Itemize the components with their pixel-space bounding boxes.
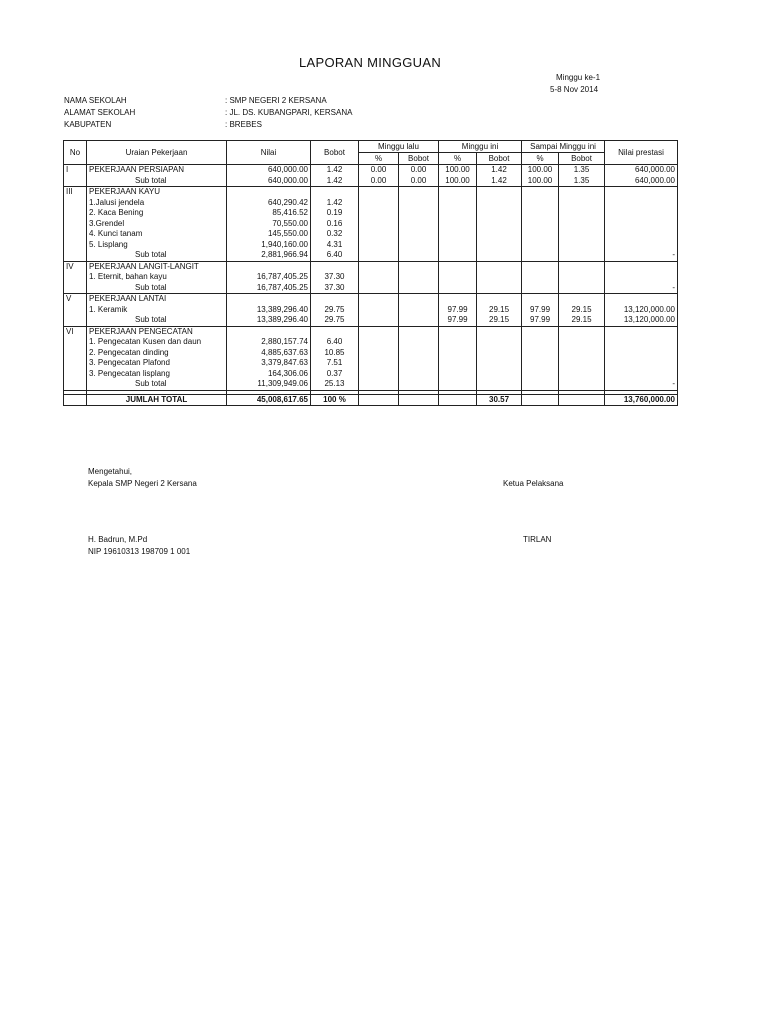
cell-ml-pct: 0.00: [359, 165, 399, 176]
cell-prestasi: [605, 272, 678, 283]
cell-ml-pct: [359, 294, 399, 305]
ketua-title: Ketua Pelaksana: [503, 479, 564, 488]
cell-ml-bobot: 0.00: [399, 176, 439, 187]
cell-uraian: 5. Lisplang: [87, 240, 227, 251]
cell-prestasi: [605, 294, 678, 305]
cell-mi-pct: [439, 294, 477, 305]
cell-nilai: 3,379,847.63: [227, 358, 311, 369]
header-sampai-minggu-ini: Sampai Minggu ini: [522, 141, 605, 153]
total-empty-cell: [359, 394, 399, 406]
cell-nilai: 70,550.00: [227, 219, 311, 230]
cell-no: [64, 348, 87, 359]
kepala-name: H. Badrun, M.Pd: [88, 535, 148, 544]
cell-mi-bobot: [477, 198, 522, 209]
cell-sm-pct: [522, 272, 559, 283]
cell-sm-pct: 97.99: [522, 305, 559, 316]
cell-no: [64, 272, 87, 283]
cell-no: [64, 358, 87, 369]
cell-sm-pct: [522, 250, 559, 261]
cell-sm-pct: [522, 240, 559, 251]
info-label-address: ALAMAT SEKOLAH: [64, 108, 136, 117]
cell-ml-bobot: [399, 198, 439, 209]
cell-sm-bobot: [559, 358, 605, 369]
cell-nilai: 2,880,157.74: [227, 337, 311, 348]
cell-ml-bobot: [399, 250, 439, 261]
cell-bobot: 7.51: [311, 358, 359, 369]
cell-sm-bobot: [559, 294, 605, 305]
cell-uraian: Sub total: [87, 315, 227, 326]
cell-mi-bobot: [477, 358, 522, 369]
cell-no: [64, 315, 87, 326]
cell-ml-pct: [359, 272, 399, 283]
cell-no: [64, 176, 87, 187]
cell-nilai: 145,550.00: [227, 229, 311, 240]
cell-sm-pct: 100.00: [522, 165, 559, 176]
total-label: JUMLAH TOTAL: [87, 394, 227, 406]
cell-sm-bobot: [559, 348, 605, 359]
cell-ml-bobot: [399, 305, 439, 316]
cell-no: I: [64, 165, 87, 176]
cell-bobot: 0.19: [311, 208, 359, 219]
cell-ml-bobot: [399, 208, 439, 219]
cell-sm-bobot: 29.15: [559, 315, 605, 326]
cell-nilai: [227, 187, 311, 198]
total-prestasi: 13,760,000.00: [605, 394, 678, 406]
cell-mi-bobot: [477, 219, 522, 230]
cell-sm-pct: [522, 219, 559, 230]
cell-nilai: 164,306.06: [227, 369, 311, 380]
table-row: [64, 305, 678, 316]
cell-prestasi: 640,000.00: [605, 165, 678, 176]
cell-bobot: 1.42: [311, 165, 359, 176]
cell-ml-pct: [359, 326, 399, 337]
cell-sm-bobot: 29.15: [559, 305, 605, 316]
table-row: [64, 187, 678, 198]
header-mi-bobot: Bobot: [477, 153, 522, 165]
cell-no: [64, 379, 87, 390]
cell-prestasi: -: [605, 250, 678, 261]
cell-no: [64, 229, 87, 240]
cell-mi-pct: 100.00: [439, 165, 477, 176]
cell-nilai: 13,389,296.40: [227, 315, 311, 326]
cell-sm-pct: [522, 208, 559, 219]
total-empty-cell: [522, 394, 559, 406]
cell-bobot: 37.30: [311, 272, 359, 283]
table-row: [64, 165, 678, 176]
cell-mi-pct: [439, 219, 477, 230]
cell-mi-pct: [439, 240, 477, 251]
cell-sm-pct: [522, 229, 559, 240]
kepala-title: Kepala SMP Negeri 2 Kersana: [88, 479, 197, 488]
cell-nilai: 2,881,966.94: [227, 250, 311, 261]
cell-no: [64, 208, 87, 219]
table-row: [64, 208, 678, 219]
cell-ml-bobot: [399, 294, 439, 305]
header-nilai-prestasi: Nilai prestasi: [605, 141, 678, 165]
table-row: [64, 229, 678, 240]
cell-ml-bobot: [399, 219, 439, 230]
cell-mi-bobot: [477, 283, 522, 294]
cell-uraian: PEKERJAAN KAYU: [87, 187, 227, 198]
cell-prestasi: [605, 240, 678, 251]
cell-ml-bobot: [399, 229, 439, 240]
cell-nilai: 640,290.42: [227, 198, 311, 209]
table-row: [64, 379, 678, 390]
cell-ml-pct: 0.00: [359, 176, 399, 187]
cell-sm-pct: [522, 379, 559, 390]
cell-nilai: 85,416.52: [227, 208, 311, 219]
cell-uraian: Sub total: [87, 176, 227, 187]
cell-no: [64, 219, 87, 230]
cell-mi-pct: [439, 229, 477, 240]
info-value-school: : SMP NEGERI 2 KERSANA: [225, 96, 327, 105]
cell-bobot: 1.42: [311, 176, 359, 187]
cell-mi-bobot: [477, 348, 522, 359]
cell-bobot: [311, 187, 359, 198]
cell-nilai: 16,787,405.25: [227, 283, 311, 294]
cell-prestasi: -: [605, 283, 678, 294]
cell-uraian: Sub total: [87, 283, 227, 294]
cell-ml-pct: [359, 283, 399, 294]
cell-no: [64, 369, 87, 380]
table-row: [64, 294, 678, 305]
cell-sm-bobot: [559, 208, 605, 219]
cell-sm-bobot: [559, 229, 605, 240]
kepala-nip: NIP 19610313 198709 1 001: [88, 547, 191, 556]
total-empty-cell: [439, 394, 477, 406]
cell-ml-bobot: 0.00: [399, 165, 439, 176]
cell-no: IV: [64, 261, 87, 272]
cell-mi-bobot: 1.42: [477, 165, 522, 176]
cell-sm-pct: [522, 337, 559, 348]
table-row: [64, 272, 678, 283]
cell-uraian: 2. Kaca Bening: [87, 208, 227, 219]
cell-no: [64, 240, 87, 251]
cell-uraian: 1.Jalusi jendela: [87, 198, 227, 209]
total-empty-cell: [64, 394, 87, 406]
cell-sm-bobot: [559, 187, 605, 198]
cell-uraian: PEKERJAAN PERSIAPAN: [87, 165, 227, 176]
cell-bobot: 0.37: [311, 369, 359, 380]
cell-sm-bobot: [559, 219, 605, 230]
cell-uraian: Sub total: [87, 379, 227, 390]
cell-sm-bobot: [559, 272, 605, 283]
total-empty-cell: [559, 394, 605, 406]
cell-sm-pct: [522, 369, 559, 380]
cell-ml-pct: [359, 358, 399, 369]
cell-sm-pct: [522, 283, 559, 294]
cell-no: [64, 250, 87, 261]
cell-bobot: 6.40: [311, 250, 359, 261]
cell-uraian: 3. Pengecatan Plafond: [87, 358, 227, 369]
info-label-regency: KABUPATEN: [64, 120, 112, 129]
cell-mi-bobot: 1.42: [477, 176, 522, 187]
cell-mi-pct: 100.00: [439, 176, 477, 187]
table-row: [64, 261, 678, 272]
cell-bobot: 0.32: [311, 229, 359, 240]
report-title: LAPORAN MINGGUAN: [298, 55, 442, 70]
cell-no: [64, 305, 87, 316]
cell-ml-bobot: [399, 261, 439, 272]
cell-ml-bobot: [399, 358, 439, 369]
header-minggu-lalu: Minggu lalu: [359, 141, 439, 153]
cell-bobot: 29.75: [311, 305, 359, 316]
cell-uraian: PEKERJAAN PENGECATAN: [87, 326, 227, 337]
cell-mi-bobot: [477, 379, 522, 390]
total-nilai: 45,008,617.65: [227, 394, 311, 406]
cell-mi-bobot: 29.15: [477, 315, 522, 326]
week-label: Minggu ke-1: [556, 73, 601, 82]
cell-ml-pct: [359, 250, 399, 261]
cell-sm-pct: [522, 198, 559, 209]
cell-sm-bobot: [559, 198, 605, 209]
cell-bobot: 4.31: [311, 240, 359, 251]
cell-bobot: [311, 294, 359, 305]
cell-uraian: PEKERJAAN LANGIT-LANGIT: [87, 261, 227, 272]
cell-sm-pct: [522, 326, 559, 337]
total-empty-cell: [399, 394, 439, 406]
cell-ml-pct: [359, 379, 399, 390]
cell-nilai: 16,787,405.25: [227, 272, 311, 283]
cell-ml-pct: [359, 305, 399, 316]
cell-uraian: 1. Eternit, bahan kayu: [87, 272, 227, 283]
cell-prestasi: [605, 358, 678, 369]
mengetahui-label: Mengetahui,: [88, 467, 133, 476]
cell-uraian: 4. Kunci tanam: [87, 229, 227, 240]
cell-bobot: [311, 261, 359, 272]
cell-uraian: Sub total: [87, 250, 227, 261]
cell-nilai: [227, 261, 311, 272]
cell-mi-pct: 97.99: [439, 315, 477, 326]
cell-uraian: 2. Pengecatan dinding: [87, 348, 227, 359]
cell-prestasi: [605, 198, 678, 209]
cell-mi-pct: [439, 187, 477, 198]
cell-ml-pct: [359, 337, 399, 348]
cell-ml-bobot: [399, 348, 439, 359]
cell-ml-bobot: [399, 240, 439, 251]
cell-sm-bobot: 1.35: [559, 176, 605, 187]
cell-no: III: [64, 187, 87, 198]
cell-mi-bobot: [477, 240, 522, 251]
cell-ml-bobot: [399, 369, 439, 380]
cell-sm-bobot: [559, 337, 605, 348]
cell-uraian: 1. Pengecatan Kusen dan daun: [87, 337, 227, 348]
cell-ml-pct: [359, 369, 399, 380]
cell-bobot: 10.85: [311, 348, 359, 359]
cell-mi-bobot: [477, 326, 522, 337]
cell-sm-bobot: 1.35: [559, 165, 605, 176]
cell-ml-pct: [359, 348, 399, 359]
cell-nilai: 11,309,949.06: [227, 379, 311, 390]
cell-uraian: PEKERJAAN LANTAI: [87, 294, 227, 305]
cell-sm-pct: [522, 187, 559, 198]
cell-prestasi: [605, 208, 678, 219]
table-row: [64, 176, 678, 187]
cell-prestasi: [605, 369, 678, 380]
table-row: [64, 348, 678, 359]
header-no: No: [64, 141, 87, 165]
cell-mi-pct: 97.99: [439, 305, 477, 316]
date-range: 5-8 Nov 2014: [550, 85, 599, 94]
cell-mi-bobot: [477, 250, 522, 261]
cell-nilai: [227, 294, 311, 305]
cell-mi-bobot: [477, 294, 522, 305]
cell-mi-bobot: [477, 272, 522, 283]
cell-mi-bobot: [477, 261, 522, 272]
cell-sm-bobot: [559, 379, 605, 390]
cell-nilai: [227, 326, 311, 337]
cell-ml-bobot: [399, 272, 439, 283]
cell-prestasi: [605, 261, 678, 272]
cell-sm-pct: [522, 348, 559, 359]
cell-bobot: 6.40: [311, 337, 359, 348]
cell-mi-pct: [439, 337, 477, 348]
cell-sm-bobot: [559, 369, 605, 380]
cell-sm-bobot: [559, 240, 605, 251]
header-bobot: Bobot: [311, 141, 359, 165]
cell-prestasi: [605, 219, 678, 230]
table-row: [64, 369, 678, 380]
cell-no: [64, 337, 87, 348]
table-row: [64, 358, 678, 369]
table-row: [64, 240, 678, 251]
header-ml-bobot: Bobot: [399, 153, 439, 165]
info-value-address: : JL. DS. KUBANGPARI, KERSANA: [225, 108, 353, 117]
cell-ml-pct: [359, 187, 399, 198]
cell-mi-pct: [439, 208, 477, 219]
cell-sm-pct: 100.00: [522, 176, 559, 187]
cell-ml-pct: [359, 229, 399, 240]
cell-prestasi: [605, 337, 678, 348]
cell-sm-bobot: [559, 283, 605, 294]
table-row: [64, 250, 678, 261]
table-row: [64, 315, 678, 326]
cell-mi-pct: [439, 369, 477, 380]
cell-ml-pct: [359, 198, 399, 209]
cell-ml-bobot: [399, 315, 439, 326]
cell-mi-pct: [439, 198, 477, 209]
table-row: [64, 219, 678, 230]
header-minggu-ini: Minggu ini: [439, 141, 522, 153]
cell-sm-bobot: [559, 261, 605, 272]
cell-sm-bobot: [559, 250, 605, 261]
cell-no: [64, 283, 87, 294]
cell-mi-pct: [439, 326, 477, 337]
cell-sm-pct: [522, 294, 559, 305]
cell-ml-pct: [359, 208, 399, 219]
cell-ml-bobot: [399, 187, 439, 198]
cell-mi-pct: [439, 250, 477, 261]
cell-mi-bobot: [477, 208, 522, 219]
header-mi-pct: %: [439, 153, 477, 165]
info-value-regency: : BREBES: [225, 120, 262, 129]
cell-uraian: 3. Pengecatan lisplang: [87, 369, 227, 380]
cell-prestasi: -: [605, 379, 678, 390]
cell-ml-bobot: [399, 379, 439, 390]
cell-nilai: 640,000.00: [227, 176, 311, 187]
cell-mi-pct: [439, 261, 477, 272]
cell-prestasi: [605, 187, 678, 198]
cell-sm-bobot: [559, 326, 605, 337]
cell-mi-bobot: [477, 369, 522, 380]
ketua-name: TIRLAN: [523, 535, 552, 544]
cell-ml-pct: [359, 261, 399, 272]
cell-bobot: 25.13: [311, 379, 359, 390]
header-nilai: Nilai: [227, 141, 311, 165]
cell-no: [64, 198, 87, 209]
cell-nilai: 640,000.00: [227, 165, 311, 176]
progress-table: [63, 140, 678, 406]
cell-mi-pct: [439, 348, 477, 359]
info-label-school: NAMA SEKOLAH: [64, 96, 127, 105]
cell-prestasi: [605, 229, 678, 240]
header-uraian: Uraian Pekerjaan: [87, 141, 227, 165]
cell-sm-pct: [522, 261, 559, 272]
cell-no: V: [64, 294, 87, 305]
table-row: [64, 198, 678, 209]
cell-prestasi: [605, 326, 678, 337]
total-mi-bobot: 30.57: [477, 394, 522, 406]
cell-prestasi: 13,120,000.00: [605, 315, 678, 326]
total-row: [64, 394, 678, 406]
cell-sm-pct: 97.99: [522, 315, 559, 326]
cell-mi-pct: [439, 283, 477, 294]
cell-mi-pct: [439, 272, 477, 283]
header-ml-pct: %: [359, 153, 399, 165]
cell-ml-bobot: [399, 337, 439, 348]
cell-prestasi: 640,000.00: [605, 176, 678, 187]
cell-mi-pct: [439, 358, 477, 369]
cell-ml-bobot: [399, 326, 439, 337]
cell-bobot: 37.30: [311, 283, 359, 294]
cell-bobot: [311, 326, 359, 337]
table-row: [64, 326, 678, 337]
total-bobot: 100 %: [311, 394, 359, 406]
cell-mi-bobot: 29.15: [477, 305, 522, 316]
cell-bobot: 0.16: [311, 219, 359, 230]
cell-prestasi: 13,120,000.00: [605, 305, 678, 316]
cell-mi-bobot: [477, 337, 522, 348]
cell-bobot: 29.75: [311, 315, 359, 326]
cell-nilai: 13,389,296.40: [227, 305, 311, 316]
header-sm-pct: %: [522, 153, 559, 165]
cell-ml-bobot: [399, 283, 439, 294]
cell-sm-pct: [522, 358, 559, 369]
header-sm-bobot: Bobot: [559, 153, 605, 165]
table-row: [64, 283, 678, 294]
cell-no: VI: [64, 326, 87, 337]
cell-prestasi: [605, 348, 678, 359]
cell-uraian: 3.Grendel: [87, 219, 227, 230]
cell-uraian: 1. Keramik: [87, 305, 227, 316]
cell-mi-bobot: [477, 187, 522, 198]
cell-ml-pct: [359, 315, 399, 326]
cell-mi-pct: [439, 379, 477, 390]
cell-ml-pct: [359, 219, 399, 230]
cell-ml-pct: [359, 240, 399, 251]
cell-bobot: 1.42: [311, 198, 359, 209]
cell-nilai: 1,940,160.00: [227, 240, 311, 251]
cell-mi-bobot: [477, 229, 522, 240]
cell-nilai: 4,885,637.63: [227, 348, 311, 359]
table-row: [64, 337, 678, 348]
